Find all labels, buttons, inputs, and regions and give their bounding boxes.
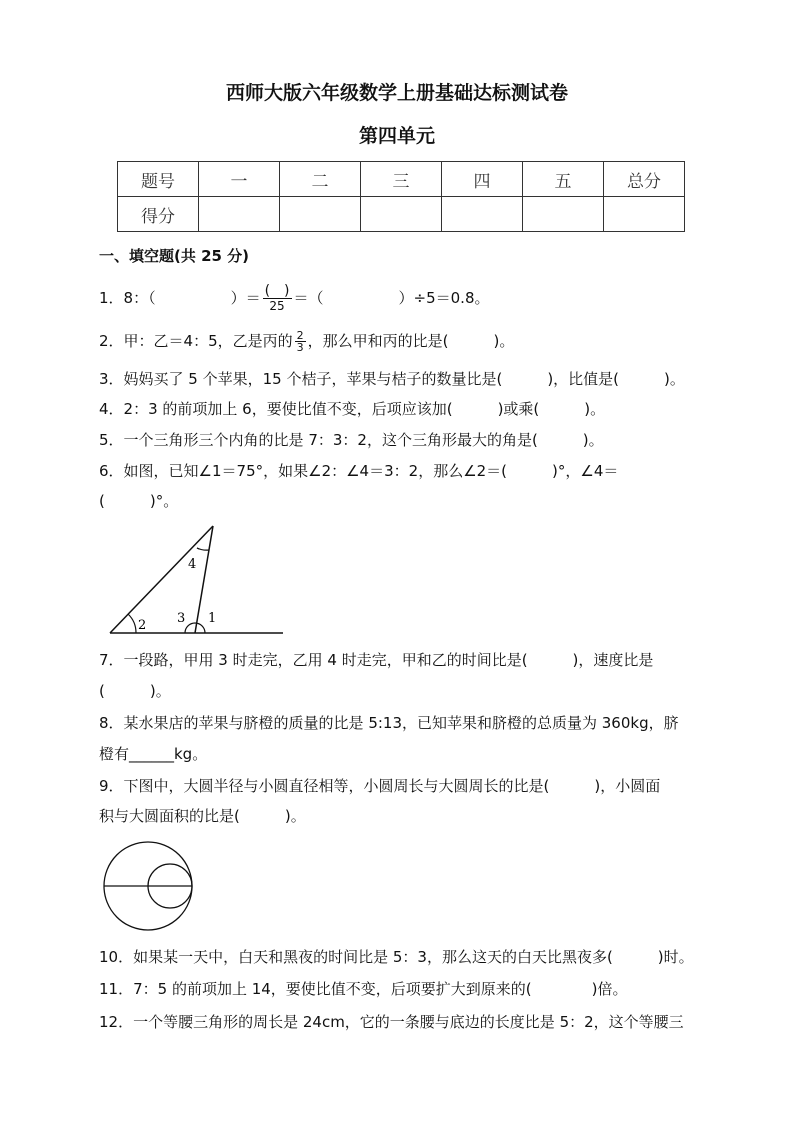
angle-2-arc bbox=[128, 614, 136, 633]
fraction bbox=[295, 330, 306, 353]
question-8-line-1: 8．某水果店的苹果与脐橙的质量的比是 5:13，已知苹果和脐橙的总质量为 360kg，脐 bbox=[99, 714, 679, 732]
score-table-header-cell: 四 bbox=[442, 162, 523, 197]
score-cell[interactable] bbox=[361, 197, 442, 232]
question-12-line-1: 12．一个等腰三角形的周长是 24cm，它的一条腰与底边的长度比是 5：2，这个等腰三 bbox=[99, 1013, 684, 1031]
fraction bbox=[263, 284, 292, 313]
angle-label-3: 3 bbox=[177, 611, 186, 626]
angle-4-arc bbox=[197, 548, 209, 550]
score-table-header-cell: 五 bbox=[523, 162, 604, 197]
question-2-part-b: ，那么甲和丙的比是( )。 bbox=[307, 332, 515, 350]
question-8-line-2: 橙有______kg。 bbox=[99, 745, 208, 763]
circles-figure bbox=[100, 838, 196, 934]
score-row-label: 得分 bbox=[118, 197, 199, 232]
section-title: 一、填空题(共 25 分) bbox=[99, 247, 250, 265]
fraction-numerator: 2 bbox=[296, 329, 304, 342]
question-1 bbox=[99, 284, 490, 313]
score-cell[interactable] bbox=[442, 197, 523, 232]
question-2 bbox=[99, 330, 514, 353]
score-table bbox=[117, 161, 685, 232]
question-1-part-b: ＝（ ）÷5＝0.8。 bbox=[293, 289, 490, 307]
fraction-denominator: 3 bbox=[296, 341, 304, 354]
question-4: 4．2：3 的前项加上 6，要使比值不变，后项应该加( )或乘( )。 bbox=[99, 400, 606, 418]
question-6-line-2: ( )°。 bbox=[99, 492, 179, 510]
question-5: 5．一个三角形三个内角的比是 7：3：2，这个三角形最大的角是( )。 bbox=[99, 431, 604, 449]
page-title: 西师大版六年级数学上册基础达标测试卷 bbox=[225, 82, 568, 104]
score-cell[interactable] bbox=[604, 197, 685, 232]
score-table-header-cell: 题号 bbox=[118, 162, 199, 197]
angle-label-1: 1 bbox=[208, 611, 217, 626]
score-table-header-cell: 总分 bbox=[604, 162, 685, 197]
question-7-line-2: ( )。 bbox=[99, 682, 171, 700]
question-6-line-1: 6．如图，已知∠1＝75°，如果∠2：∠4＝3：2，那么∠2＝( )°，∠4＝ bbox=[99, 462, 619, 480]
fraction-denominator: 25 bbox=[269, 299, 285, 313]
question-11: 11．7：5 的前项加上 14，要使比值不变，后项要扩大到原来的( )倍。 bbox=[99, 980, 628, 998]
score-table-header-cell: 二 bbox=[280, 162, 361, 197]
score-cell[interactable] bbox=[523, 197, 604, 232]
fraction-numerator: ( ) bbox=[264, 283, 290, 299]
question-9-line-2: 积与大圆面积的比是( )。 bbox=[99, 807, 306, 825]
score-cell[interactable] bbox=[199, 197, 280, 232]
question-2-part-a: 2．甲：乙＝4：5，乙是丙的 bbox=[99, 332, 293, 350]
score-table-header-cell: 一 bbox=[199, 162, 280, 197]
question-1-part-a: 1．8：（ ）＝ bbox=[99, 289, 261, 307]
score-table-header-cell: 三 bbox=[361, 162, 442, 197]
page-subtitle: 第四单元 bbox=[358, 125, 435, 147]
question-10: 10．如果某一天中，白天和黑夜的时间比是 5：3，那么这天的白天比黑夜多( )时。 bbox=[99, 948, 694, 966]
question-3: 3．妈妈买了 5 个苹果，15 个桔子，苹果与桔子的数量比是( )，比值是( )。 bbox=[99, 370, 685, 388]
angle-label-4: 4 bbox=[188, 557, 197, 572]
score-table-header-row bbox=[118, 162, 685, 197]
angle-label-2: 2 bbox=[138, 618, 147, 633]
angle-figure bbox=[105, 522, 285, 638]
score-cell[interactable] bbox=[280, 197, 361, 232]
score-table-score-row bbox=[118, 197, 685, 232]
question-7-line-1: 7．一段路，甲用 3 时走完，乙用 4 时走完，甲和乙的时间比是( )，速度比是 bbox=[99, 651, 654, 669]
question-9-line-1: 9．下图中，大圆半径与小圆直径相等，小圆周长与大圆周长的比是( )，小圆面 bbox=[99, 777, 661, 795]
